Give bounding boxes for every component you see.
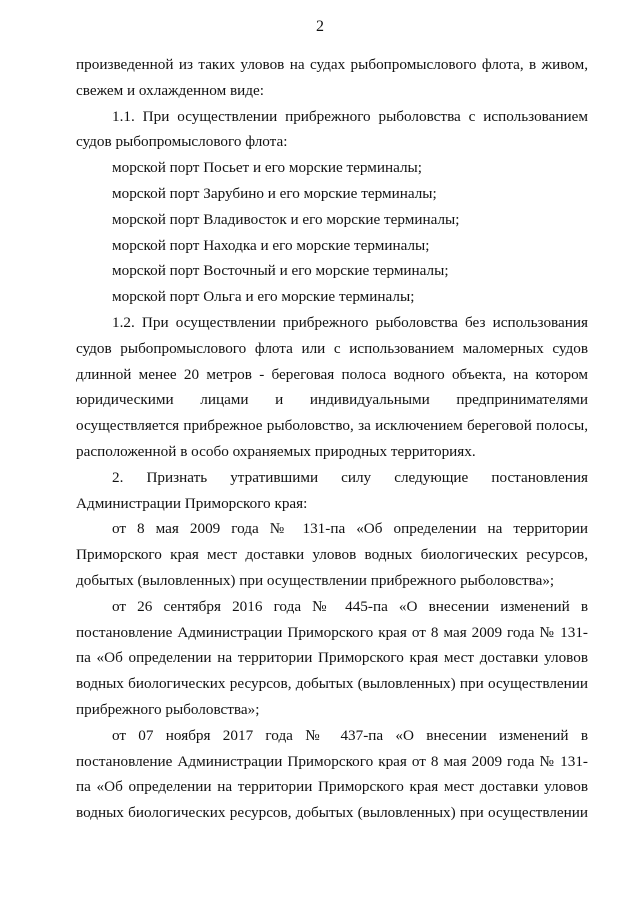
paragraph-continuation: произведенной из таких уловов на судах рыбопромыслового флота, в живом, свежем и охлажденном виде: (76, 56, 588, 99)
list-item-port: морской порт Зарубино и его морские терминалы; (112, 184, 437, 202)
paragraph-resolution-2009: от 8 мая 2009 года № 131-па «Об определении на территории Приморского края мест доставки уловов водных биологических ресурсов, добытых (выловленных) при осуществлении прибрежного рыболовства»; (76, 520, 588, 589)
list-item-port: морской порт Посьет и его морские терминалы; (112, 159, 422, 177)
list-item-port: морской порт Восточный и его морские терминалы; (112, 262, 449, 280)
list-item-port: морской порт Ольга и его морские терминалы; (112, 288, 415, 306)
paragraph-resolution-2016: от 26 сентября 2016 года № 445-па «О внесении изменений в постановление Администрации Приморского края от 8 мая 2009 года № 131-па «Об определении на территории Приморского края мест доставки уловов водных биологических ресурсов, добытых (выловленных) при осуществлении прибрежного рыболовства»; (76, 597, 588, 718)
page-number: 2 (316, 18, 324, 35)
document-body (76, 52, 588, 826)
list-item-port: морской порт Владивосток и его морские терминалы; (112, 210, 460, 228)
list-item-port: морской порт Находка и его морские терминалы; (112, 236, 430, 254)
paragraph-1-2: 1.2. При осуществлении прибрежного рыболовства без использования судов рыбопромыслового флота или с использованием маломерных судов длинной менее 20 метров - береговая полоса водного объекта, на котором юридическими лицами и индивидуальными предпринимателями осуществляется прибрежное рыболовство, за исключением береговой полосы, расположенной в особо охраняемых природных территориях. (76, 313, 588, 460)
paragraph-1-1: 1.1. При осуществлении прибрежного рыболовства с использованием судов рыбопромыслового флота: (76, 107, 588, 151)
paragraph-resolution-2017: от 07 ноября 2017 года № 437-па «О внесении изменений в постановление Администрации Приморского края от 8 мая 2009 года № 131-па «Об определении на территории Приморского края мест доставки уловов водных биологических ресурсов, добытых (выловленных) при осуществлении (76, 726, 588, 822)
paragraph-2: 2. Признать утратившими силу следующие постановления Администрации Приморского края: (76, 468, 588, 512)
